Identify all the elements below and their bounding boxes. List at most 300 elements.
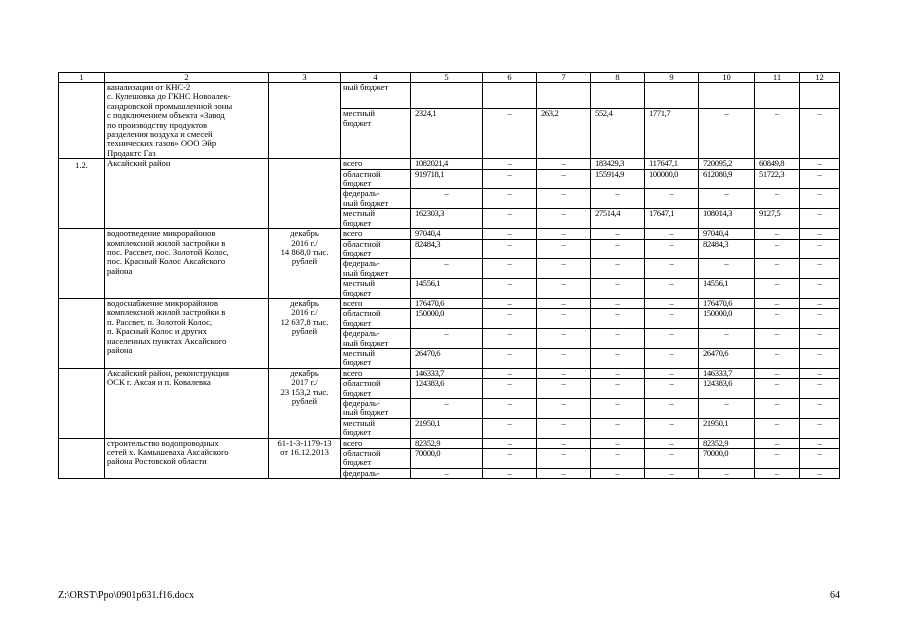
budget-source-cell bbox=[341, 379, 411, 399]
value-cell: – bbox=[800, 309, 840, 329]
value-cell: – bbox=[591, 279, 645, 299]
value-cell: – bbox=[537, 189, 591, 209]
value-cell: – bbox=[699, 468, 755, 478]
value-cell: – bbox=[537, 298, 591, 308]
value-cell: 100000,0 bbox=[645, 169, 699, 189]
deadline-cell bbox=[269, 368, 341, 438]
text-line: бюджет bbox=[343, 287, 372, 298]
budget-source-cell bbox=[341, 83, 411, 109]
deadline-cell bbox=[269, 83, 341, 159]
text-line: областной bbox=[343, 448, 381, 459]
table-row bbox=[59, 368, 840, 378]
text-line: федераль- bbox=[343, 258, 380, 269]
text-line: местный bbox=[343, 348, 376, 358]
value-cell bbox=[411, 83, 483, 109]
value-cell: – bbox=[483, 109, 537, 159]
text-line: 2016 г./ bbox=[291, 237, 318, 248]
text-line: всего bbox=[343, 438, 363, 448]
value-cell: 183429,3 bbox=[591, 159, 645, 169]
column-header: 4 bbox=[341, 73, 411, 83]
value-cell: – bbox=[800, 348, 840, 368]
value-cell: – bbox=[537, 209, 591, 229]
text-line: рублей bbox=[291, 396, 318, 406]
column-header: 10 bbox=[699, 73, 755, 83]
value-cell: 1771,7 bbox=[645, 109, 699, 159]
value-cell: 552,4 bbox=[591, 109, 645, 159]
value-cell: – bbox=[800, 449, 840, 469]
value-cell: – bbox=[645, 329, 699, 349]
value-cell: – bbox=[800, 259, 840, 279]
value-cell: – bbox=[537, 239, 591, 259]
text-line: бюджет bbox=[343, 117, 372, 128]
value-cell: 82352,9 bbox=[699, 438, 755, 448]
value-cell: – bbox=[755, 438, 800, 448]
text-line: местный bbox=[343, 418, 376, 428]
value-cell: – bbox=[800, 468, 840, 478]
value-cell: – bbox=[800, 209, 840, 229]
value-cell: 14556,1 bbox=[411, 279, 483, 299]
value-cell: – bbox=[645, 468, 699, 478]
value-cell: – bbox=[537, 159, 591, 169]
value-cell bbox=[755, 83, 800, 109]
text-line: Аксайский район, реконструкция bbox=[107, 368, 229, 378]
value-cell: – bbox=[645, 279, 699, 299]
table-row bbox=[59, 159, 840, 169]
value-cell: – bbox=[755, 298, 800, 308]
value-cell: – bbox=[591, 449, 645, 469]
text-line: ный бюджет bbox=[343, 407, 389, 418]
text-line: декабрь bbox=[290, 298, 319, 308]
value-cell: – bbox=[591, 399, 645, 419]
budget-source-cell bbox=[341, 309, 411, 329]
value-cell: 117647,1 bbox=[645, 159, 699, 169]
text-line: водоснабжение микрорайонов bbox=[107, 298, 218, 308]
value-cell: – bbox=[591, 379, 645, 399]
value-cell: – bbox=[591, 298, 645, 308]
value-cell: – bbox=[591, 368, 645, 378]
text-line: декабрь bbox=[290, 368, 319, 378]
value-cell: – bbox=[645, 239, 699, 259]
value-cell: – bbox=[537, 279, 591, 299]
text-line: разделения воздуха и смесей bbox=[107, 129, 213, 140]
value-cell: – bbox=[645, 348, 699, 368]
value-cell: – bbox=[483, 239, 537, 259]
value-cell: – bbox=[645, 229, 699, 239]
item-number-cell: 1.2. bbox=[59, 159, 105, 229]
value-cell bbox=[537, 83, 591, 109]
value-cell: 27514,4 bbox=[591, 209, 645, 229]
value-cell: 2324,1 bbox=[411, 109, 483, 159]
value-cell: 162303,3 bbox=[411, 209, 483, 229]
value-cell: 155914,9 bbox=[591, 169, 645, 189]
value-cell: 124383,6 bbox=[411, 379, 483, 399]
text-line: местный bbox=[343, 278, 376, 289]
value-cell: 150000,0 bbox=[699, 309, 755, 329]
value-cell: 720095,2 bbox=[699, 159, 755, 169]
text-line: бюджет bbox=[343, 178, 372, 189]
text-line: бюджет bbox=[343, 427, 372, 438]
value-cell bbox=[800, 83, 840, 109]
budget-source-cell bbox=[341, 229, 411, 239]
value-cell: – bbox=[645, 368, 699, 378]
value-cell bbox=[483, 83, 537, 109]
item-number-cell bbox=[59, 83, 105, 159]
text-line: всего bbox=[343, 158, 363, 169]
value-cell: – bbox=[755, 468, 800, 478]
value-cell: – bbox=[483, 229, 537, 239]
column-header: 11 bbox=[755, 73, 800, 83]
value-cell: 82352,9 bbox=[411, 438, 483, 448]
text-line: района Ростовской области bbox=[107, 456, 207, 467]
value-cell: – bbox=[537, 348, 591, 368]
value-cell bbox=[645, 83, 699, 109]
value-cell: – bbox=[591, 329, 645, 349]
value-cell: – bbox=[755, 279, 800, 299]
value-cell: – bbox=[645, 379, 699, 399]
text-line: декабрь bbox=[290, 228, 319, 239]
budget-source-cell bbox=[341, 368, 411, 378]
value-cell: – bbox=[755, 418, 800, 438]
value-cell: – bbox=[537, 449, 591, 469]
value-cell: – bbox=[755, 189, 800, 209]
value-cell: – bbox=[591, 468, 645, 478]
value-cell: – bbox=[699, 399, 755, 419]
value-cell: – bbox=[591, 239, 645, 259]
text-line: 14 868,0 тыс. bbox=[280, 246, 329, 257]
value-cell: – bbox=[800, 279, 840, 299]
value-cell: – bbox=[483, 399, 537, 419]
text-line: всего bbox=[343, 228, 363, 239]
value-cell bbox=[591, 83, 645, 109]
value-cell: 70000,0 bbox=[411, 449, 483, 469]
deadline-cell bbox=[269, 229, 341, 299]
value-cell: – bbox=[755, 259, 800, 279]
value-cell: 9127,5 bbox=[755, 209, 800, 229]
budget-source-cell bbox=[341, 189, 411, 209]
value-cell: – bbox=[645, 309, 699, 329]
value-cell: – bbox=[699, 189, 755, 209]
deadline-cell bbox=[269, 159, 341, 229]
value-cell: – bbox=[800, 368, 840, 378]
value-cell: 60849,8 bbox=[755, 159, 800, 169]
value-cell: – bbox=[483, 279, 537, 299]
value-cell: 17647,1 bbox=[645, 209, 699, 229]
value-cell: 26470,6 bbox=[411, 348, 483, 368]
value-cell: 124383,6 bbox=[699, 379, 755, 399]
value-cell: – bbox=[755, 329, 800, 349]
text-line: бюджет bbox=[343, 457, 372, 468]
value-cell: – bbox=[483, 468, 537, 478]
item-number-cell bbox=[59, 229, 105, 299]
column-header: 6 bbox=[483, 73, 537, 83]
budget-source-cell bbox=[341, 298, 411, 308]
budget-source-cell bbox=[341, 449, 411, 469]
value-cell: 146333,7 bbox=[699, 368, 755, 378]
value-cell: – bbox=[537, 309, 591, 329]
value-cell: 26470,6 bbox=[699, 348, 755, 368]
budget-source-cell bbox=[341, 399, 411, 419]
text-line: ный бюджет bbox=[343, 267, 389, 278]
value-cell: – bbox=[537, 259, 591, 279]
text-line: местный bbox=[343, 208, 376, 219]
budget-source-cell bbox=[341, 279, 411, 299]
text-line: 2017 г./ bbox=[291, 377, 318, 388]
value-cell: – bbox=[699, 259, 755, 279]
value-cell: – bbox=[537, 379, 591, 399]
value-cell: – bbox=[755, 449, 800, 469]
text-line: областной bbox=[343, 308, 381, 319]
budget-source-cell bbox=[341, 159, 411, 169]
table-row bbox=[59, 438, 840, 448]
text-line: Аксайский район bbox=[107, 158, 171, 169]
value-cell: – bbox=[645, 418, 699, 438]
text-line: областной bbox=[343, 378, 381, 389]
value-cell: – bbox=[411, 399, 483, 419]
value-cell: – bbox=[755, 309, 800, 329]
text-line: комплексной жилой застройки в bbox=[107, 237, 226, 248]
column-header: 5 bbox=[411, 73, 483, 83]
budget-source-cell bbox=[341, 468, 411, 478]
value-cell: – bbox=[755, 229, 800, 239]
value-cell: – bbox=[483, 329, 537, 349]
value-cell: – bbox=[591, 438, 645, 448]
column-header: 2 bbox=[105, 73, 269, 83]
value-cell: – bbox=[591, 229, 645, 239]
text-line: 2016 г./ bbox=[291, 307, 318, 318]
value-cell: – bbox=[483, 189, 537, 209]
value-cell: 612080,9 bbox=[699, 169, 755, 189]
text-line: бюджет bbox=[343, 387, 372, 398]
value-cell: 1082021,4 bbox=[411, 159, 483, 169]
column-header: 3 bbox=[269, 73, 341, 83]
column-header: 9 bbox=[645, 73, 699, 83]
value-cell: – bbox=[483, 449, 537, 469]
value-cell: – bbox=[483, 209, 537, 229]
table-row bbox=[59, 83, 840, 109]
value-cell: – bbox=[800, 418, 840, 438]
text-line: от 16.12.2013 bbox=[280, 447, 329, 458]
value-cell: – bbox=[483, 368, 537, 378]
value-cell: – bbox=[537, 229, 591, 239]
budget-source-cell bbox=[341, 169, 411, 189]
text-line: федераль- bbox=[343, 398, 380, 408]
text-line: всего bbox=[343, 298, 363, 308]
value-cell: – bbox=[755, 399, 800, 419]
value-cell: – bbox=[645, 449, 699, 469]
budget-table bbox=[58, 72, 840, 479]
budget-source-cell bbox=[341, 418, 411, 438]
text-line: п. Красный Колос и других bbox=[107, 326, 207, 337]
value-cell: – bbox=[755, 239, 800, 259]
text-line: бюджет bbox=[343, 317, 372, 328]
value-cell: – bbox=[411, 329, 483, 349]
value-cell: – bbox=[800, 239, 840, 259]
value-cell: 150000,0 bbox=[411, 309, 483, 329]
text-line: водоотведение микрорайонов bbox=[107, 228, 216, 239]
text-line: 23 153,2 тыс. bbox=[280, 386, 329, 397]
object-name-cell bbox=[105, 298, 269, 368]
object-name-cell bbox=[105, 83, 269, 159]
value-cell: – bbox=[537, 468, 591, 478]
value-cell: 176470,6 bbox=[699, 298, 755, 308]
text-line: с. Кулешовка до ГКНС Новоалек- bbox=[107, 91, 231, 102]
text-line: всего bbox=[343, 368, 363, 378]
value-cell: – bbox=[411, 259, 483, 279]
text-line: комплексной жилой застройки в bbox=[107, 307, 226, 318]
value-cell: – bbox=[800, 189, 840, 209]
value-cell: – bbox=[755, 109, 800, 159]
object-name-cell bbox=[105, 368, 269, 438]
text-line: пос. Рассвет, пос. Золотой Колос, bbox=[107, 246, 229, 257]
text-line: района bbox=[107, 344, 133, 355]
value-cell: – bbox=[755, 368, 800, 378]
budget-source-cell bbox=[341, 209, 411, 229]
text-line: ОСК г. Аксая и п. Ковалевка bbox=[107, 377, 211, 388]
budget-source-cell bbox=[341, 239, 411, 259]
text-line: областной bbox=[343, 169, 381, 179]
text-line: 61-1-3-1179-13 bbox=[277, 438, 332, 448]
value-cell: 919718,1 bbox=[411, 169, 483, 189]
value-cell: – bbox=[537, 418, 591, 438]
object-name-cell bbox=[105, 438, 269, 479]
value-cell: – bbox=[755, 379, 800, 399]
item-number-cell bbox=[59, 298, 105, 368]
object-name-cell bbox=[105, 229, 269, 299]
value-cell: – bbox=[800, 159, 840, 169]
text-line: ный бюджет bbox=[343, 337, 389, 348]
value-cell: – bbox=[537, 169, 591, 189]
value-cell: – bbox=[537, 438, 591, 448]
value-cell: – bbox=[591, 259, 645, 279]
value-cell: – bbox=[800, 169, 840, 189]
text-line: местный bbox=[343, 108, 376, 119]
text-line: бюджет bbox=[343, 217, 372, 228]
value-cell bbox=[699, 83, 755, 109]
value-cell: 21950,1 bbox=[411, 418, 483, 438]
value-cell: 14556,1 bbox=[699, 279, 755, 299]
value-cell: – bbox=[800, 329, 840, 349]
column-header: 8 bbox=[591, 73, 645, 83]
text-line: п. Рассвет, п. Золотой Колос, bbox=[107, 316, 213, 327]
value-cell: – bbox=[645, 259, 699, 279]
text-line: федераль- bbox=[343, 188, 380, 199]
value-cell: – bbox=[800, 438, 840, 448]
value-cell: 263,2 bbox=[537, 109, 591, 159]
item-number-cell bbox=[59, 438, 105, 479]
text-line: ный бюджет bbox=[343, 197, 389, 208]
text-line: бюджет bbox=[343, 247, 372, 258]
value-cell: – bbox=[483, 169, 537, 189]
text-line: района bbox=[107, 265, 133, 276]
text-line: строительство водопроводных bbox=[107, 438, 219, 448]
item-number-cell bbox=[59, 368, 105, 438]
text-line: областной bbox=[343, 239, 381, 249]
text-line: рублей bbox=[291, 326, 318, 337]
value-cell: – bbox=[483, 309, 537, 329]
text-line: канализации от КНС-2 bbox=[107, 82, 191, 92]
value-cell: – bbox=[411, 189, 483, 209]
value-cell: – bbox=[537, 329, 591, 349]
text-line: Продактс Газ bbox=[107, 147, 156, 158]
value-cell: – bbox=[483, 348, 537, 368]
value-cell: – bbox=[591, 418, 645, 438]
column-header: 12 bbox=[800, 73, 840, 83]
text-line: с подключением объекта «Завод bbox=[107, 110, 225, 121]
budget-source-cell bbox=[341, 329, 411, 349]
table-header-row bbox=[59, 73, 840, 83]
value-cell: – bbox=[645, 399, 699, 419]
deadline-cell bbox=[269, 438, 341, 479]
value-cell: – bbox=[591, 309, 645, 329]
text-line: по производству продуктов bbox=[107, 119, 208, 130]
text-line: пос. Красный Колос Аксайского bbox=[107, 256, 226, 267]
value-cell: – bbox=[645, 438, 699, 448]
value-cell: – bbox=[591, 189, 645, 209]
value-cell: 146333,7 bbox=[411, 368, 483, 378]
text-line: сандровской промышленной зоны bbox=[107, 100, 233, 111]
text-line: населенных пунктах Аксайского bbox=[107, 335, 227, 346]
budget-source-cell bbox=[341, 348, 411, 368]
text-line: сетей х. Камышеваха Аксайского bbox=[107, 447, 229, 458]
deadline-cell bbox=[269, 298, 341, 368]
value-cell: – bbox=[800, 379, 840, 399]
table-row bbox=[59, 229, 840, 239]
value-cell: – bbox=[645, 189, 699, 209]
value-cell: 97040,4 bbox=[699, 229, 755, 239]
value-cell: – bbox=[800, 229, 840, 239]
value-cell: – bbox=[483, 259, 537, 279]
value-cell: 176470,6 bbox=[411, 298, 483, 308]
budget-source-cell bbox=[341, 109, 411, 159]
column-header: 7 bbox=[537, 73, 591, 83]
value-cell: – bbox=[591, 348, 645, 368]
budget-source-cell bbox=[341, 438, 411, 448]
page-number: 64 bbox=[830, 590, 840, 601]
value-cell: – bbox=[800, 298, 840, 308]
value-cell: 82484,3 bbox=[699, 239, 755, 259]
value-cell: – bbox=[699, 109, 755, 159]
value-cell: 51722,3 bbox=[755, 169, 800, 189]
text-line: технических газов» ООО Эйр bbox=[107, 138, 217, 149]
value-cell: – bbox=[800, 399, 840, 419]
column-header: 1 bbox=[59, 73, 105, 83]
table-row bbox=[59, 298, 840, 308]
value-cell: – bbox=[483, 298, 537, 308]
value-cell: 21950,1 bbox=[699, 418, 755, 438]
value-cell: – bbox=[483, 418, 537, 438]
value-cell: – bbox=[411, 468, 483, 478]
value-cell: – bbox=[537, 399, 591, 419]
budget-source-cell bbox=[341, 259, 411, 279]
value-cell: 97040,4 bbox=[411, 229, 483, 239]
value-cell: 82484,3 bbox=[411, 239, 483, 259]
value-cell: – bbox=[800, 109, 840, 159]
value-cell: – bbox=[483, 379, 537, 399]
text-line: ный бюджет bbox=[343, 82, 389, 92]
value-cell: – bbox=[537, 368, 591, 378]
text-line: бюджет bbox=[343, 357, 372, 368]
object-name-cell bbox=[105, 159, 269, 229]
text-line: федераль- bbox=[343, 328, 380, 339]
text-line: рублей bbox=[291, 256, 318, 267]
value-cell: – bbox=[699, 329, 755, 349]
footer-file-path: Z:\ORST\Ppo\0901p631.f16.docx bbox=[58, 590, 195, 601]
value-cell: – bbox=[483, 159, 537, 169]
value-cell: – bbox=[645, 298, 699, 308]
text-line: 12 637,8 тыс. bbox=[280, 316, 329, 327]
value-cell: – bbox=[755, 348, 800, 368]
text-line: федераль- bbox=[343, 468, 380, 478]
